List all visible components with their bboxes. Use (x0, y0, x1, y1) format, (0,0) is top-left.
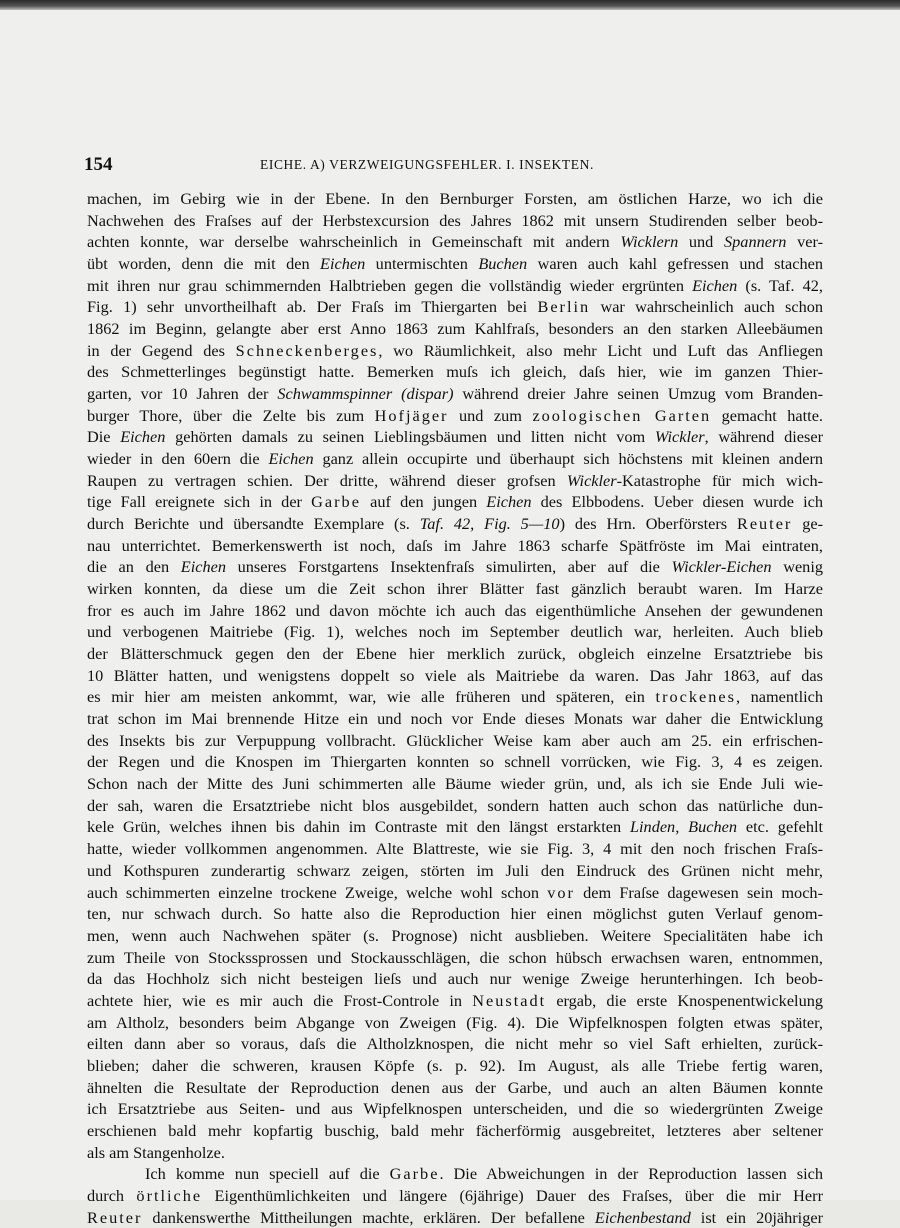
text-line: hatte, wieder vollkommen angenommen. Alte Blattreste, wie sie Fig. 3, 4 mit den noch frischen Fraſs- (87, 839, 823, 859)
scan-top-edge (0, 0, 900, 10)
text-line: achten konnte, war derselbe wahrscheinlich in Gemeinschaft mit andern Wicklern und Spannern ver- (87, 232, 823, 252)
spaced-term: Reuter (87, 1207, 143, 1227)
page-header (84, 154, 824, 180)
text-line: Fig. 1) sehr unvortheilhaft ab. Der Fraſs im Thiergarten bei Berlin war wahrscheinlich auch schon (87, 297, 823, 317)
italic-term: Eichen (268, 449, 314, 469)
italic-term: Buchen (478, 254, 528, 274)
italic-term: Eichenbestand (594, 1207, 691, 1227)
text-line: auch schimmerten einzelne trockene Zweige, welche wohl schon vor dem Fraſse dagewesen sein moch- (87, 882, 823, 902)
italic-term: Eichen (120, 427, 166, 447)
page-number: 154 (84, 154, 113, 175)
italic-term: Wicklern (620, 232, 679, 252)
text-line: in der Gegend des Schneckenberges, wo Räumlichkeit, also mehr Licht und Luft das Anfliegen (87, 340, 823, 360)
italic-term: Linden, Buchen (629, 817, 737, 837)
italic-term: Schwammspinner (dispar) (277, 384, 454, 404)
italic-term: Wickler-Eichen (671, 557, 772, 577)
text-line: der sah, waren die Ersatztriebe nicht blos ausgebildet, sondern hatten auch schon das natürliche dun- (87, 795, 823, 815)
spaced-term: vor (547, 882, 575, 902)
text-line: übt worden, denn die mit den Eichen untermischten Buchen waren auch kahl gefressen und stachen (87, 254, 823, 274)
spaced-term: Neustadt (472, 990, 547, 1010)
text-line: ich Ersatztriebe aus Seiten- und aus Wipfelknospen unterscheiden, und die so wiedergrünten Zweige (87, 1099, 823, 1119)
text-line: 1862 im Beginn, gelangte aber erst Anno 1863 zum Kahlfraſs, besonders an den starken Alleebäumen (87, 319, 823, 339)
text-line: da das Hochholz sich nicht besteigen lieſs und auch nur wenige Zweige herunterhingen. Ich beob- (87, 969, 823, 989)
text-line: wirken konnten, da diese um die Zeit schon ihrer Blätter fast gänzlich beraubt waren. Im Harze (87, 579, 823, 599)
text-line: des Insekts bis zur Verpuppung vollbracht. Glücklicher Weise kam aber auch am 25. ein erfrischen- (87, 730, 823, 750)
text-line: tige Fall ereignete sich in der Garbe auf den jungen Eichen des Elbbodens. Ueber diesen wurde ich (87, 492, 823, 512)
text-line: Die Eichen gehörten damals zu seinen Lieblingsbäumen und litten nicht vom Wickler, während dieser (87, 427, 824, 447)
italic-term: Wickler (566, 470, 617, 490)
running-head: EICHE. A) VERZWEIGUNGSFEHLER. I. INSEKTEN. (260, 157, 594, 172)
text-line: eilten dann aber so voraus, daſs die Altholzknospen, die nicht mehr so viel Saft erhielten, zurück- (87, 1034, 823, 1054)
text-line: es mir hier am meisten ankommt, war, wie alle früheren und späteren, ein trockenes, namentlich (87, 687, 823, 707)
italic-term: Wickler (654, 427, 705, 447)
text-line: des Schmetterlinges begünstigt hatte. Bemerken muſs ich gleich, daſs hier, wie im ganzen Thier- (87, 362, 823, 382)
text-line: blieben; daher die schweren, krausen Köpfe (s. p. 92). Im August, als alle Triebe fertig waren, (87, 1055, 823, 1075)
text-line: 10 Blätter hatten, und wenigstens doppelt so viele als Maitriebe da waren. Das Jahr 1863, auf das (87, 665, 823, 685)
spaced-term: Berlin (537, 297, 591, 317)
text-line: der Blätterschmuck gegen den der Ebene hier merklich zurück, obgleich einzelne Ersatztriebe bis (87, 644, 823, 664)
text-line: kele Grün, welches ihnen bis dahin im Contraste mit den längst erstarkten Linden, Buchen etc. gefehlt (87, 817, 824, 837)
text-line: men, wenn auch Nachwehen später (s. Prognose) nicht ausblieben. Weitere Specialitäten habe ich (87, 925, 823, 945)
body-text (87, 188, 823, 1228)
spaced-term: Reuter (736, 514, 793, 534)
text-line: Nachwehen des Fraſses auf der Herbstexcursion des Jahres 1862 mit unsern Studirenden selber beob- (87, 210, 823, 230)
text-line: ten, nur schwach durch. So hatte also die Reproduction hier einen möglichst guten Verlauf genom- (87, 904, 823, 924)
text-line: Schon nach der Mitte des Juni schimmerten alle Bäume wieder grün, und, als ich sie Ende Juli wie- (87, 774, 823, 794)
italic-term: Eichen (320, 254, 366, 274)
italic-term: Eichen (180, 557, 226, 577)
text-line: durch Berichte und übersandte Exemplare (s. Taf. 42, Fig. 5—10) des Hrn. Oberförsters Reuter ge- (87, 514, 824, 534)
spaced-term: Schneckenberges (235, 340, 379, 360)
italic-term: Eichen (692, 275, 738, 295)
text-line: machen, im Gebirg wie in der Ebene. In den Bernburger Forsten, am östlichen Harze, wo ich die (87, 189, 823, 208)
text-line: am Altholz, besonders beim Abgange von Zweigen (Fig. 4). Die Wipfelknospen folgten etwas später, (87, 1012, 823, 1032)
italic-term: Taf. 42, Fig. 5—10 (419, 514, 560, 534)
text-line: der Regen und die Knospen im Thiergarten konnten so schnell vorrücken, wie Fig. 3, 4 es zeigen. (87, 752, 823, 772)
text-line: durch örtliche Eigenthümlichkeiten und längere (6jährige) Dauer des Fraſses, über die mir Herr (87, 1185, 824, 1205)
text-line: burger Thore, über die Zelte bis zum Hofjäger und zum zoologischen Garten gemacht hatte. (87, 405, 823, 425)
italic-term: Spannern (724, 232, 787, 252)
spaced-term: trockenes (655, 687, 736, 707)
text-line: ähnelten die Resultate der Reproduction denen aus der Garbe, und auch an alten Bäumen konnte (87, 1077, 823, 1097)
italic-term: Eichen (486, 492, 532, 512)
text-line: die an den Eichen unseres Forstgartens Insektenfraſs simulirten, aber auf die Wickler-Eichen wenig (87, 557, 823, 577)
text-line: trat schon im Mai brennende Hitze ein und noch vor Ende dieses Monats war daher die Entwicklung (87, 709, 823, 729)
text-line: Reuter dankenswerthe Mittheilungen machte, erklären. Der befallene Eichenbestand ist ein 20jähriger (87, 1207, 823, 1227)
spaced-term: Garbe (389, 1164, 440, 1184)
text-line: fror es auch im Jahre 1862 und davon möchte ich auch das eigenthümliche Ansehen der gewundenen (87, 600, 823, 620)
text-line: garten, vor 10 Jahren der Schwammspinner (dispar) während dreier Jahre seinen Umzug vom Branden- (87, 384, 824, 404)
spaced-term: Hofjäger (374, 405, 449, 425)
text-line: als am Stangenholze. (87, 1142, 225, 1162)
text-line: Raupen zu vertragen schien. Der dritte, während dieser grofsen Wickler-Katastrophe für mich wich- (87, 470, 824, 490)
text-line: und verbogenen Maitriebe (Fig. 1), welches noch im September deutlich war, herleiten. Auch blieb (87, 622, 823, 642)
text-line: achtete hier, wie es mir auch die Frost-Controle in Neustadt ergab, die erste Knospenentwickelung (87, 990, 823, 1010)
spaced-term: örtliche (136, 1185, 203, 1205)
text-line: nau unterrichtet. Bemerkenswerth ist noch, daſs im Jahre 1863 scharfe Spätfröste im Mai eintraten, (87, 535, 823, 555)
text-line: zum Theile von Stockssprossen und Stockausschlägen, die schon hübsch erwachsen waren, entnommen, (87, 947, 823, 967)
text-line: mit ihren nur grau schimmernden Halbtrieben gegen die vollständig wieder ergrünten Eichen (s. Taf. 42, (87, 275, 824, 295)
text-line: Ich komme nun speciell auf die Garbe. Die Abweichungen in der Reproduction lassen sich (145, 1164, 824, 1184)
text-line: und Kothspuren zunderartig schwarz zeigen, störten im Juli den Eindruck des Grünen nicht mehr, (87, 860, 823, 880)
spaced-term: Garbe (311, 492, 361, 512)
spaced-term: zoologischen Garten (532, 405, 712, 425)
text-line: erschienen bald mehr kopfartig buschig, bald mehr fächerförmig ausgebreitet, letzteres aber seltener (87, 1120, 823, 1140)
text-line: wieder in den 60ern die Eichen ganz allein occupirte und überhaupt sich höchstens mit kleinen andern (87, 449, 824, 469)
